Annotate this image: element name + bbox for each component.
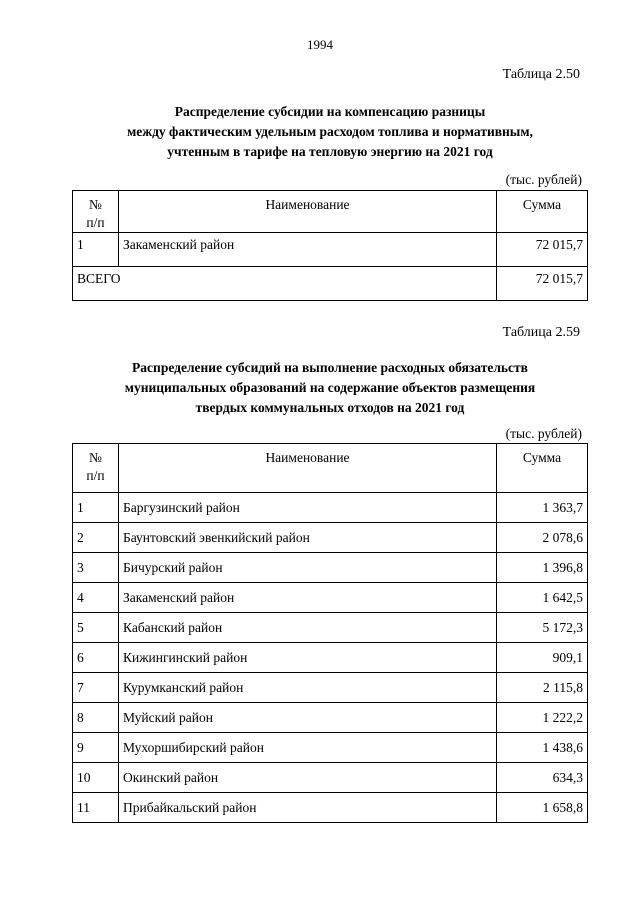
row-name: Закаменский район xyxy=(119,233,497,267)
row-sum: 2 115,8 xyxy=(497,673,588,703)
row-num: 3 xyxy=(73,553,119,583)
row-name: Курумканский район xyxy=(119,673,497,703)
row-name: Закаменский район xyxy=(119,583,497,613)
table-2-50-title xyxy=(60,102,600,162)
row-name: Муйский район xyxy=(119,703,497,733)
table-row xyxy=(73,553,588,583)
row-sum: 1 396,8 xyxy=(497,553,588,583)
header-name: Наименование xyxy=(119,191,497,233)
title-line: Распределение субсидий на выполнение расходных обязательств xyxy=(132,360,528,375)
row-sum: 5 172,3 xyxy=(497,613,588,643)
row-num: 1 xyxy=(73,233,119,267)
row-num: 4 xyxy=(73,583,119,613)
row-name: Кижингинский район xyxy=(119,643,497,673)
table-row xyxy=(73,763,588,793)
header-sum: Сумма xyxy=(497,444,588,493)
row-sum: 1 222,2 xyxy=(497,703,588,733)
row-num: 6 xyxy=(73,643,119,673)
table-label-2-59: Таблица 2.59 xyxy=(502,325,580,340)
table-row xyxy=(73,643,588,673)
subsidy-table-2-59 xyxy=(72,443,588,823)
row-num: 8 xyxy=(73,703,119,733)
header-row xyxy=(73,444,588,493)
row-name: Окинский район xyxy=(119,763,497,793)
row-sum: 1 642,5 xyxy=(497,583,588,613)
title-line: муниципальных образований на содержание объектов размещения xyxy=(124,380,536,395)
table-row xyxy=(73,583,588,613)
row-sum: 1 363,7 xyxy=(497,493,588,523)
row-sum: 2 078,6 xyxy=(497,523,588,553)
table-2-59-title xyxy=(60,358,600,418)
units-label: (тыс. рублей) xyxy=(505,426,582,441)
title-line: твердых коммунальных отходов на 2021 год xyxy=(195,400,465,415)
row-num: 9 xyxy=(73,733,119,763)
row-sum: 72 015,7 xyxy=(497,233,588,267)
header-num: № п/п xyxy=(73,444,119,493)
row-num: 2 xyxy=(73,523,119,553)
header-name: Наименование xyxy=(119,444,497,493)
total-row xyxy=(73,267,588,301)
table-row xyxy=(73,733,588,763)
row-sum: 634,3 xyxy=(497,763,588,793)
header-sum: Сумма xyxy=(497,191,588,233)
row-name: Мухоршибирский район xyxy=(119,733,497,763)
table-row xyxy=(73,613,588,643)
subsidy-table-2-50 xyxy=(72,190,588,301)
title-line: между фактическим удельным расходом топлива и нормативным, xyxy=(127,124,533,139)
table-row xyxy=(73,703,588,733)
table-row xyxy=(73,493,588,523)
row-name: Кабанский район xyxy=(119,613,497,643)
units-label: (тыс. рублей) xyxy=(505,172,582,187)
title-line: Распределение субсидии на компенсацию разницы xyxy=(174,104,486,119)
row-sum: 1 658,8 xyxy=(497,793,588,823)
row-num: 7 xyxy=(73,673,119,703)
row-name: Баунтовский эвенкийский район xyxy=(119,523,497,553)
page-number: 1994 xyxy=(307,37,333,52)
table-label-2-50: Таблица 2.50 xyxy=(502,67,580,82)
header-row xyxy=(73,191,588,233)
row-num: 1 xyxy=(73,493,119,523)
table-row xyxy=(73,523,588,553)
row-name: Бичурский район xyxy=(119,553,497,583)
table-row xyxy=(73,233,588,267)
total-label: ВСЕГО xyxy=(73,267,497,301)
row-sum: 1 438,6 xyxy=(497,733,588,763)
row-num: 5 xyxy=(73,613,119,643)
row-sum: 909,1 xyxy=(497,643,588,673)
row-name: Баргузинский район xyxy=(119,493,497,523)
row-name: Прибайкальский район xyxy=(119,793,497,823)
table-row xyxy=(73,673,588,703)
row-num: 11 xyxy=(73,793,119,823)
header-num: № п/п xyxy=(73,191,119,233)
title-line: учтенным в тарифе на тепловую энергию на 2021 год xyxy=(167,144,493,159)
row-num: 10 xyxy=(73,763,119,793)
total-sum: 72 015,7 xyxy=(497,267,588,301)
table-row xyxy=(73,793,588,823)
